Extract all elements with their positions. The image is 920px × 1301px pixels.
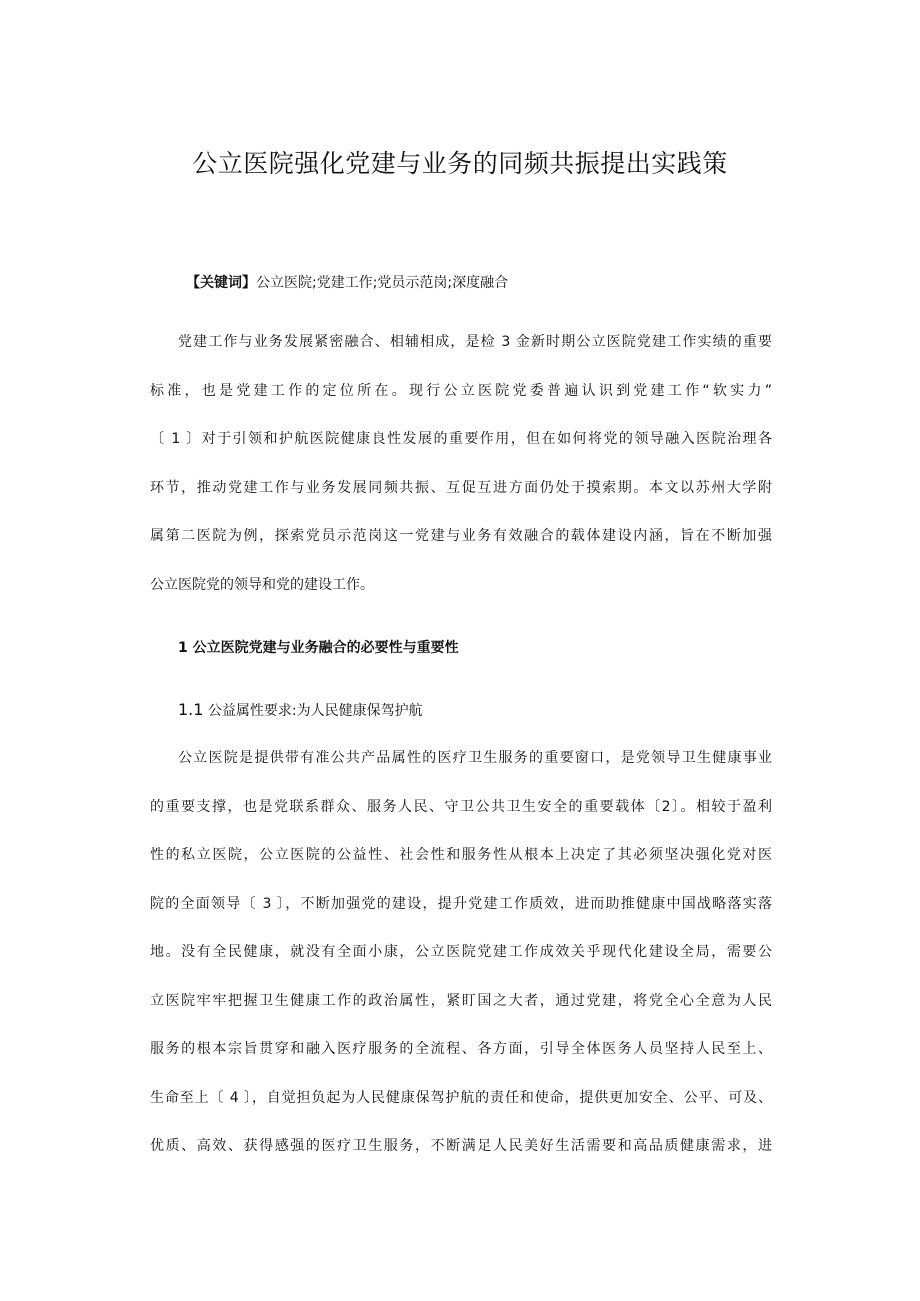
subsection-number: 1.1 xyxy=(178,700,204,719)
keywords-line xyxy=(186,272,508,294)
paragraph-line: 公立医院党的领导和党的建设工作。 xyxy=(150,576,374,593)
paragraph-line: 属第二医院为例，探索党员示范岗这一党建与业务有效融合的载体建设内涵，旨在不断加强 xyxy=(150,528,772,544)
paragraph-line: 院的全面领导〔 3 〕，不断加强党的建设，提升党建工作质效，进而助推健康中国战略落实落 xyxy=(150,895,772,912)
paragraph-line: 党建工作与业务发展紧密融合、相辅相成，是检 3 金新时期公立医院党建工作实绩的重要 xyxy=(178,334,772,350)
paragraph-line: 公立医院是提供带有准公共产品属性的医疗卫生服务的重要窗口，是党领导卫生健康事业 xyxy=(178,750,772,766)
section-heading: 1 公立医院党建与业务融合的必要性与重要性 xyxy=(178,640,459,656)
paragraph-line: 服务的根本宗旨贯穿和融入医疗服务的全流程、各方面，引导全体医务人员坚持人民至上、 xyxy=(150,1041,772,1057)
paragraph-line: 标准，也是党建工作的定位所在。现行公立医院党委普遍认识到党建工作“软实力” xyxy=(150,382,772,399)
paragraph-line: 环节，推动党建工作与业务发展同频共振、互促互进方面仍处于摸索期。本文以苏州大学附 xyxy=(150,479,772,496)
body-paragraph xyxy=(150,734,772,1171)
paragraph-line: 生命至上〔 4 〕，自觉担负起为人民健康保驾护航的责任和使命，提供更加安全、公平、可及、 xyxy=(150,1089,772,1106)
paragraph-line: 地。没有全民健康，就没有全面小康，公立医院党建工作成效关乎现代化建设全局，需要公 xyxy=(150,944,772,960)
intro-paragraph xyxy=(150,318,772,609)
paragraph-line: 立医院牢牢把握卫生健康工作的政治属性，紧盯国之大者，通过党建，将党全心全意为人民 xyxy=(150,992,772,1009)
page-title: 公立医院强化党建与业务的同频共振提出实践策 xyxy=(192,149,728,178)
keywords-label: 【关键词】 xyxy=(186,275,256,291)
keywords-text: 公立医院;党建工作;党员示范岗;深度融合 xyxy=(256,275,509,291)
paragraph-line: 优质、高效、获得感强的医疗卫生服务，不断满足人民美好生活需要和高品质健康需求，进 xyxy=(150,1138,772,1154)
subsection-heading xyxy=(178,698,423,723)
paragraph-line: 的重要支撑，也是党联系群众、服务人民、守卫公共卫生安全的重要载体〔2〕。相较于盈利 xyxy=(150,798,772,815)
paragraph-line: 〔 1 〕对于引领和护航医院健康良性发展的重要作用，但在如何将党的领导融入医院治理各 xyxy=(150,431,772,447)
subsection-title: 公益属性要求:为人民健康保驾护航 xyxy=(203,703,423,719)
paragraph-line: 性的私立医院，公立医院的公益性、社会性和服务性从根本上决定了其必须坚决强化党对医 xyxy=(150,847,772,863)
